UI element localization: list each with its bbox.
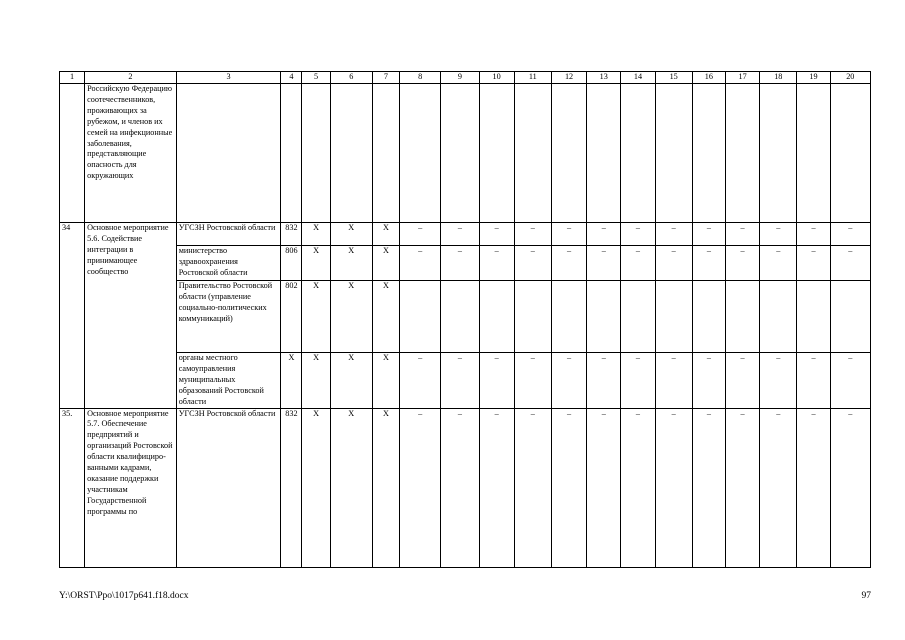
value-cell: [372, 84, 399, 223]
column-number-2: 2: [85, 72, 177, 84]
table-body: [60, 72, 871, 568]
year-cell: [692, 84, 725, 223]
column-number-10: 10: [479, 72, 514, 84]
year-cell: [514, 281, 551, 353]
table-row: [60, 353, 871, 409]
column-number-19: 19: [797, 72, 830, 84]
year-cell: –: [725, 408, 759, 567]
value-cell: Х: [302, 281, 330, 353]
year-cell: –: [830, 353, 870, 409]
year-cell: [797, 281, 830, 353]
year-cell: [441, 84, 479, 223]
year-cell: –: [514, 223, 551, 246]
year-cell: [400, 84, 441, 223]
year-cell: –: [725, 223, 759, 246]
year-cell: –: [587, 353, 621, 409]
year-cell: –: [725, 353, 759, 409]
table-page: [59, 71, 871, 568]
executor-cell: министерство здравоохранения Ростовской области: [176, 246, 281, 281]
year-cell: –: [797, 246, 830, 281]
year-cell: [514, 84, 551, 223]
value-cell: Х: [330, 408, 372, 567]
year-cell: –: [587, 408, 621, 567]
page-number: 97: [861, 591, 871, 601]
year-cell: –: [551, 408, 586, 567]
value-cell: Х: [330, 353, 372, 409]
year-cell: –: [692, 353, 725, 409]
year-cell: –: [760, 246, 797, 281]
column-number-20: 20: [830, 72, 870, 84]
activity-cell: Основное мероприятие 5.7. Обеспечение предприятий и организаций Ростовской области квалифициро-ванными кадрами, оказание поддержки участникам Государственной программы по: [85, 408, 177, 567]
code-cell: 832: [281, 408, 302, 567]
year-cell: –: [621, 246, 655, 281]
year-cell: –: [655, 408, 692, 567]
column-number-11: 11: [514, 72, 551, 84]
table-row: [60, 223, 871, 246]
year-cell: –: [760, 223, 797, 246]
year-cell: [587, 281, 621, 353]
year-cell: [725, 84, 759, 223]
year-cell: –: [479, 353, 514, 409]
year-cell: [692, 281, 725, 353]
year-cell: –: [797, 408, 830, 567]
code-cell: [281, 84, 302, 223]
row-number-cell: 34: [60, 223, 85, 409]
column-number-17: 17: [725, 72, 759, 84]
year-cell: –: [441, 223, 479, 246]
year-cell: [587, 84, 621, 223]
table-row: [60, 84, 871, 223]
column-number-9: 9: [441, 72, 479, 84]
year-cell: –: [551, 246, 586, 281]
activity-cell: Российскую Федерацию соотечественников, проживающих за рубежом, и членов их семей на инфекционные заболевания, представляющие опасность для окружающих: [85, 84, 177, 223]
year-cell: –: [551, 353, 586, 409]
year-cell: [655, 84, 692, 223]
value-cell: Х: [330, 223, 372, 246]
executor-cell: [176, 84, 281, 223]
value-cell: Х: [372, 223, 399, 246]
code-cell: Х: [281, 353, 302, 409]
year-cell: [830, 281, 870, 353]
year-cell: –: [621, 353, 655, 409]
year-cell: –: [655, 353, 692, 409]
year-cell: –: [551, 223, 586, 246]
year-cell: –: [400, 246, 441, 281]
year-cell: [551, 84, 586, 223]
year-cell: [441, 281, 479, 353]
column-number-6: 6: [330, 72, 372, 84]
year-cell: –: [400, 223, 441, 246]
value-cell: Х: [330, 281, 372, 353]
year-cell: –: [797, 223, 830, 246]
year-cell: [655, 281, 692, 353]
year-cell: –: [692, 246, 725, 281]
code-cell: 832: [281, 223, 302, 246]
column-number-15: 15: [655, 72, 692, 84]
year-cell: –: [830, 408, 870, 567]
year-cell: –: [441, 246, 479, 281]
value-cell: Х: [330, 246, 372, 281]
year-cell: [621, 84, 655, 223]
year-cell: –: [479, 246, 514, 281]
value-cell: Х: [372, 281, 399, 353]
year-cell: –: [621, 408, 655, 567]
budget-table: [59, 71, 871, 568]
table-row: [60, 281, 871, 353]
year-cell: [621, 281, 655, 353]
value-cell: [330, 84, 372, 223]
column-number-12: 12: [551, 72, 586, 84]
code-cell: 806: [281, 246, 302, 281]
code-cell: 802: [281, 281, 302, 353]
year-cell: –: [760, 353, 797, 409]
column-number-13: 13: [587, 72, 621, 84]
activity-cell: Основное мероприятие 5.6. Содействие интеграции в принимающее сообщество: [85, 223, 177, 409]
executor-cell: органы местного самоуправления муниципальных образований Ростовской области: [176, 353, 281, 409]
year-cell: [797, 84, 830, 223]
value-cell: Х: [372, 353, 399, 409]
value-cell: Х: [302, 246, 330, 281]
column-number-18: 18: [760, 72, 797, 84]
year-cell: –: [400, 353, 441, 409]
year-cell: [479, 84, 514, 223]
year-cell: [479, 281, 514, 353]
file-path: Y:\ORST\Ppo\1017p641.f18.docx: [59, 591, 189, 601]
year-cell: [725, 281, 759, 353]
year-cell: –: [830, 223, 870, 246]
year-cell: –: [797, 353, 830, 409]
year-cell: –: [479, 223, 514, 246]
column-number-7: 7: [372, 72, 399, 84]
year-cell: –: [514, 246, 551, 281]
year-cell: [760, 84, 797, 223]
year-cell: [400, 281, 441, 353]
column-number-4: 4: [281, 72, 302, 84]
table-row: [60, 408, 871, 567]
executor-cell: Правительство Ростовской области (управление социально-политических коммуникаций): [176, 281, 281, 353]
value-cell: Х: [372, 408, 399, 567]
table-row: [60, 246, 871, 281]
year-cell: –: [692, 408, 725, 567]
column-number-5: 5: [302, 72, 330, 84]
year-cell: –: [441, 353, 479, 409]
year-cell: –: [400, 408, 441, 567]
column-number-1: 1: [60, 72, 85, 84]
column-number-3: 3: [176, 72, 281, 84]
header-row: [60, 72, 871, 84]
year-cell: –: [514, 408, 551, 567]
year-cell: –: [692, 223, 725, 246]
value-cell: Х: [372, 246, 399, 281]
year-cell: –: [655, 246, 692, 281]
column-number-16: 16: [692, 72, 725, 84]
year-cell: –: [514, 353, 551, 409]
year-cell: –: [655, 223, 692, 246]
row-number-cell: [60, 84, 85, 223]
year-cell: –: [760, 408, 797, 567]
year-cell: –: [587, 246, 621, 281]
year-cell: –: [830, 246, 870, 281]
year-cell: [830, 84, 870, 223]
year-cell: –: [621, 223, 655, 246]
value-cell: Х: [302, 353, 330, 409]
year-cell: [551, 281, 586, 353]
column-number-14: 14: [621, 72, 655, 84]
executor-cell: УГСЗН Ростовской области: [176, 223, 281, 246]
value-cell: Х: [302, 408, 330, 567]
executor-cell: УГСЗН Ростовской области: [176, 408, 281, 567]
value-cell: Х: [302, 223, 330, 246]
year-cell: [760, 281, 797, 353]
year-cell: –: [441, 408, 479, 567]
year-cell: –: [587, 223, 621, 246]
year-cell: –: [479, 408, 514, 567]
column-number-8: 8: [400, 72, 441, 84]
year-cell: –: [725, 246, 759, 281]
row-number-cell: 35.: [60, 408, 85, 567]
value-cell: [302, 84, 330, 223]
